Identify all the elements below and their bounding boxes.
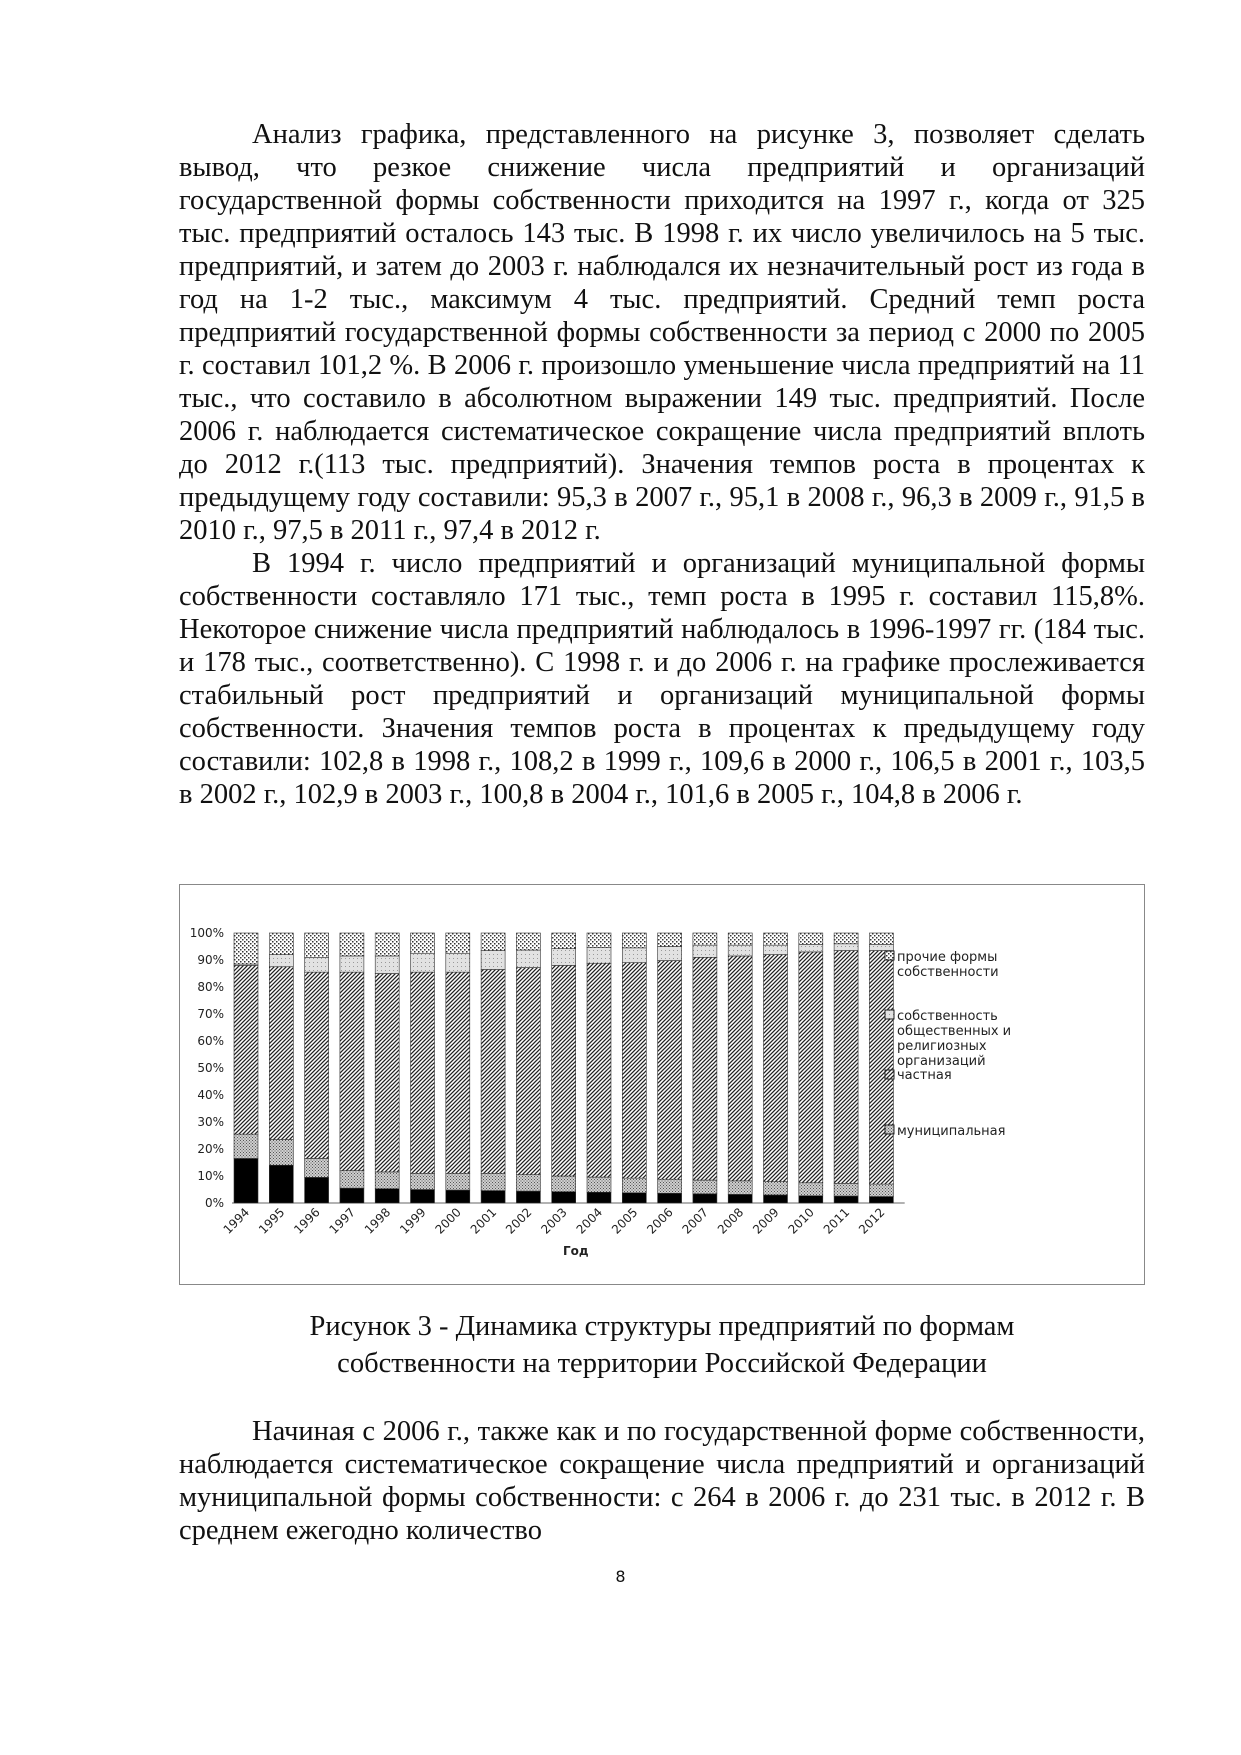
y-tick-label: 20% [197,1142,224,1156]
bar-segment-municipal-2000 [446,1173,470,1190]
x-tick-label: 2000 [432,1205,464,1237]
bar-segment-private-2011 [834,951,858,1184]
bar-segment-other-2000 [446,933,470,953]
page-number: 8 [615,1567,626,1586]
bar-segment-other-2009 [764,933,788,945]
y-tick-label: 30% [197,1115,224,1129]
bar-segment-public-2010 [799,944,823,952]
bar-segment-public-2001 [481,951,505,970]
bar-segment-private-1997 [340,972,364,1170]
ownership-structure-chart [180,885,1144,1284]
paragraph-state-ownership: Анализ графика, представленного на рисунке 3, позволяет сделать вывод, что резкое снижение числа предприятий и организаций государственной формы собственности приходится на 1997 г., когда от 325 тыс. предприятий осталось 143 тыс. В 1998 г. их число увеличилось на 5 тыс. предприятий, и затем до 2003 г. наблюдался их незначительный рост из года в год на 1-2 тыс., максимум 4 тыс. предприятий. Средний темп роста предприятий государственной формы собственности за период с 2000 по 2005 г. составил 101,2 %. В 2006 г. произошло уменьшение числа предприятий на 11 тыс., что составило в абсолютном выражении 149 тыс. предприятий. После 2006 г. наблюдается систематическое сокращение числа предприятий вплоть до 2012 г.(113 тыс. предприятий). Значения темпов роста в процентах к предыдущему году составили: 95,3 в 2007 г., 95,1 в 2008 г., 96,3 в 2009 г., 91,5 в 2010 г., 97,5 в 2011 г., 97,4 в 2012 г. [179,119,1145,546]
paragraph-municipal-decline: Начиная с 2006 г., также как и по государственной форме собственности, наблюдается систематическое сокращение числа предприятий и организаций муниципальной формы собственности: с 264 в 2006 г. до 231 тыс. в 2012 г. В среднем ежегодно количество [179,1416,1145,1546]
bar-segment-public-1998 [375,956,399,974]
bar-segment-state-1997 [340,1188,364,1203]
y-tick-label: 40% [197,1088,224,1102]
legend [885,950,1011,1139]
bar-segment-state-2007 [693,1194,717,1203]
bar-segment-other-1995 [269,933,293,955]
legend-label-public-4: организаций [897,1054,986,1069]
bar-segment-municipal-2007 [693,1180,717,1194]
bar-segment-private-2008 [728,956,752,1181]
bar-segment-state-1994 [234,1158,258,1203]
bar-segment-private-1996 [305,972,329,1158]
bar-segment-private-2000 [446,972,470,1173]
legend-label-public-1: собственность [897,1009,998,1024]
bar-segment-public-2011 [834,944,858,951]
bar-segment-municipal-2012 [869,1184,893,1196]
y-tick-label: 50% [197,1061,224,1075]
bar-segment-private-2007 [693,957,717,1180]
y-tick-label: 70% [197,1007,224,1021]
bar-segment-public-2004 [587,948,611,964]
x-tick-label: 2001 [467,1205,500,1237]
bar-segment-private-2003 [552,965,576,1176]
bar-segment-state-1999 [411,1190,435,1204]
bar-segment-other-2003 [552,933,576,949]
bar-segment-other-2012 [869,933,893,944]
bar-segment-municipal-2003 [552,1176,576,1192]
bar-segment-other-1999 [411,933,435,953]
x-tick-label: 2008 [714,1205,747,1237]
bar-segment-other-1996 [305,933,329,957]
bar-segment-municipal-1999 [411,1173,435,1189]
bar-segment-public-1997 [340,956,364,972]
x-tick-label: 2005 [608,1205,641,1237]
bar-segment-state-1996 [305,1177,329,1203]
legend-label-other-1: прочие формы [897,950,998,965]
bar-segment-municipal-2005 [622,1178,646,1193]
bar-segment-municipal-2010 [799,1183,823,1196]
bar-segment-other-1998 [375,933,399,956]
y-tick-label: 10% [197,1169,224,1183]
bar-segment-public-2008 [728,945,752,956]
bar-segment-private-1994 [234,965,258,1134]
bar-segment-other-2008 [728,933,752,945]
bar-segment-state-2000 [446,1190,470,1203]
bars-group [234,933,893,1203]
bar-segment-state-2012 [869,1197,893,1203]
bar-segment-private-1999 [411,972,435,1173]
legend-swatch-municipal [885,1125,894,1134]
x-axis [221,1205,888,1236]
bar-segment-public-1999 [411,953,435,972]
y-tick-label: 90% [197,953,224,967]
bar-segment-state-2010 [799,1196,823,1203]
x-tick-label: 2010 [785,1205,817,1237]
x-tick-label: 1998 [361,1205,394,1237]
bar-segment-public-2009 [764,945,788,954]
bar-segment-public-1996 [305,957,329,972]
bar-segment-municipal-2009 [764,1182,788,1195]
bar-segment-public-2012 [869,944,893,950]
bar-segment-public-2000 [446,953,470,972]
bar-segment-private-2009 [764,955,788,1182]
x-tick-label: 2006 [644,1205,676,1237]
bar-segment-state-2005 [622,1193,646,1203]
legend-swatch-public [885,1010,894,1019]
x-tick-label: 1999 [397,1205,429,1237]
legend-swatch-private [885,1070,894,1079]
bar-segment-other-2011 [834,933,858,944]
legend-label-public-2: общественных и [897,1024,1012,1039]
legend-label-municipal: муниципальная [897,1124,1006,1139]
bar-segment-state-2011 [834,1196,858,1203]
bar-segment-municipal-1994 [234,1134,258,1158]
bar-segment-other-2010 [799,933,823,944]
bar-segment-municipal-2001 [481,1173,505,1190]
bar-segment-municipal-2011 [834,1183,858,1196]
legend-label-private: частная [897,1068,952,1083]
bar-segment-private-2004 [587,963,611,1177]
bar-segment-state-1995 [269,1165,293,1203]
legend-label-other-2: собственности [897,965,999,980]
y-tick-label: 80% [197,980,224,994]
bar-segment-state-2001 [481,1191,505,1203]
x-axis-label: Год [563,1244,589,1258]
bar-segment-state-1998 [375,1189,399,1203]
bar-segment-private-2002 [516,968,540,1175]
body-text-top [179,118,1145,811]
bar-segment-public-2003 [552,949,576,966]
bar-segment-other-2005 [622,933,646,948]
bar-segment-public-1995 [269,955,293,967]
bar-segment-other-2002 [516,933,540,950]
bar-segment-municipal-2004 [587,1177,611,1192]
x-tick-label: 1996 [291,1205,323,1237]
x-tick-label: 2011 [820,1205,853,1237]
bar-segment-private-2012 [869,951,893,1185]
y-tick-label: 100% [189,926,224,940]
bar-segment-state-2008 [728,1194,752,1203]
x-tick-label: 2003 [538,1205,570,1237]
y-tick-label: 60% [197,1034,224,1048]
bar-segment-public-2006 [658,947,682,961]
bar-segment-state-2004 [587,1192,611,1203]
bar-segment-private-2010 [799,952,823,1183]
bar-segment-state-2006 [658,1193,682,1203]
bar-segment-municipal-2002 [516,1175,540,1191]
paragraph-municipal-ownership: В 1994 г. число предприятий и организаций муниципальной формы собственности составляло 171 тыс., темп роста в 1995 г. составил 115,8%. Некоторое снижение числа предприятий наблюдалось в 1996-1997 гг. (184 тыс. и 178 тыс., соответственно). С 1998 г. и до 2006 г. на графике прослеживается стабильный рост предприятий и организаций муниципальной формы собственности. Значения темпов роста в процентах к предыдущему году составили: 102,8 в 1998 г., 108,2 в 1999 г., 109,6 в 2000 г., 106,5 в 2001 г., 103,5 в 2002 г., 102,9 в 2003 г., 100,8 в 2004 г., 101,6 в 2005 г., 104,8 в 2006 г. [179,548,1145,810]
bar-segment-municipal-1997 [340,1171,364,1189]
bar-segment-other-2001 [481,933,505,951]
bar-segment-other-2004 [587,933,611,948]
bar-segment-public-2002 [516,950,540,968]
bar-segment-public-2007 [693,945,717,957]
y-tick-label: 0% [204,1196,224,1210]
x-tick-label: 2009 [750,1205,782,1237]
bar-segment-private-2005 [622,963,646,1178]
bar-segment-state-2002 [516,1191,540,1203]
bar-segment-other-1997 [340,933,364,956]
bar-segment-other-1994 [234,933,258,964]
figure-caption [179,1308,1145,1382]
bar-segment-private-2006 [658,961,682,1180]
bar-segment-municipal-1996 [305,1158,329,1177]
caption-line-1: Рисунок 3 - Динамика структуры предприятий по формам [309,1311,1015,1342]
legend-label-public-3: религиозных [897,1039,987,1054]
bar-segment-public-2005 [622,948,646,963]
bar-segment-private-2001 [481,969,505,1173]
legend-swatch-other [885,951,894,960]
x-tick-label: 2012 [856,1205,888,1237]
bar-segment-municipal-1995 [269,1140,293,1166]
caption-line-2: собственности на территории Российской Федерации [337,1348,987,1379]
x-tick-label: 1997 [326,1205,359,1237]
x-tick-label: 2004 [573,1205,606,1237]
bar-segment-private-1998 [375,974,399,1172]
x-tick-label: 2007 [679,1205,712,1237]
bar-segment-municipal-2006 [658,1179,682,1193]
x-tick-label: 1994 [220,1205,253,1237]
bar-segment-other-2006 [658,933,682,947]
x-tick-label: 2002 [503,1205,535,1237]
bar-segment-municipal-1998 [375,1172,399,1189]
bar-segment-state-2003 [552,1192,576,1203]
bar-segment-state-2009 [764,1195,788,1203]
y-axis [190,926,905,1210]
bar-segment-private-1995 [269,967,293,1140]
body-text-bottom [179,1415,1145,1547]
bar-segment-municipal-2008 [728,1181,752,1195]
bar-segment-other-2007 [693,933,717,945]
chart-figure [179,884,1145,1285]
x-tick-label: 1995 [255,1205,288,1237]
